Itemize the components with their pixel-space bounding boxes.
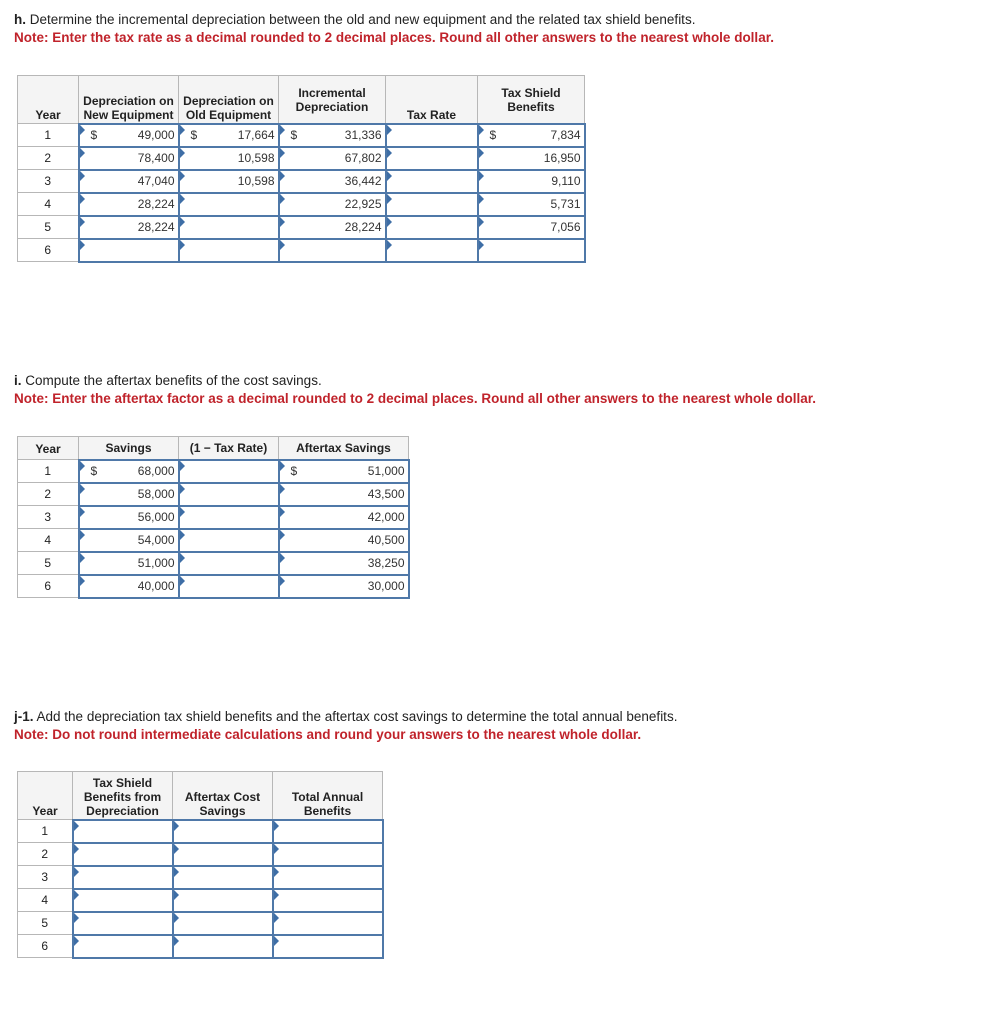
total-annual-benefits-input[interactable] [273,843,383,866]
input-marker-icon [180,553,185,563]
input-marker-icon [180,576,185,586]
table-row [18,170,585,193]
input-marker-icon [80,148,85,158]
currency-symbol: $ [190,127,198,142]
tax-shield-input-value: 7,834 [550,127,581,142]
year-cell: 1 [18,460,79,483]
input-marker-icon [80,484,85,494]
aftertax-savings-input[interactable] [279,506,409,529]
input-marker-icon [74,821,79,831]
dep-old-input[interactable] [179,170,279,193]
aftertax-cost-savings-input[interactable] [173,843,273,866]
aftertax-factor-input[interactable] [179,529,279,552]
tax-rate-input[interactable] [386,239,478,262]
input-marker-icon [479,240,484,250]
total-annual-benefits-input[interactable] [273,866,383,889]
input-marker-icon [280,484,285,494]
table-row [18,147,585,170]
tax-shield-input-value: 7,056 [550,219,581,234]
input-marker-icon [180,217,185,227]
tax-shield-dep-input[interactable] [73,935,173,958]
input-marker-icon [280,461,285,471]
input-marker-icon [180,171,185,181]
year-cell: 2 [18,483,79,506]
header-year: Year [18,76,79,124]
dep-old-input[interactable] [179,147,279,170]
aftertax-savings-input-value: 51,000 [367,463,405,478]
aftertax-savings-input[interactable] [279,529,409,552]
table-row [18,552,409,575]
aftertax-factor-input[interactable] [179,506,279,529]
input-marker-icon [80,507,85,517]
input-marker-icon [80,217,85,227]
input-marker-icon [274,890,279,900]
input-marker-icon [180,507,185,517]
table-row [18,820,383,843]
header-aftertax-savings: Aftertax Savings [279,437,409,460]
table-row [18,575,409,598]
incr-dep-input[interactable] [279,170,386,193]
section-j1-prompt [14,708,677,726]
input-marker-icon [280,171,285,181]
input-marker-icon [387,148,392,158]
tax-shield-input-value: 9,110 [551,173,581,188]
savings-input[interactable] [79,552,179,575]
year-cell: 3 [18,506,79,529]
table-row [18,506,409,529]
year-cell: 4 [18,889,73,912]
aftertax-factor-input[interactable] [179,575,279,598]
tax-shield-input[interactable] [478,193,585,216]
input-marker-icon [280,530,285,540]
input-marker-icon [80,461,85,471]
input-marker-icon [479,148,484,158]
dep-old-input[interactable] [179,239,279,262]
section-j1-instructions [14,708,677,744]
savings-input-value: 54,000 [137,532,175,547]
tax-rate-input[interactable] [386,216,478,239]
dep-old-input[interactable] [179,193,279,216]
dep-new-input-value: 47,040 [137,173,175,188]
input-marker-icon [387,125,392,135]
section-i-instructions [14,372,816,408]
section-i-prompt [14,372,816,390]
tax-shield-input[interactable] [478,216,585,239]
dep-new-input[interactable] [79,216,179,239]
year-cell: 1 [18,124,79,147]
year-cell: 2 [18,843,73,866]
table-row [18,912,383,935]
tax-shield-input-value: 5,731 [550,196,581,211]
aftertax-cost-savings-input[interactable] [173,866,273,889]
year-cell: 4 [18,529,79,552]
tax-rate-input[interactable] [386,124,478,147]
input-marker-icon [280,576,285,586]
dep-new-input[interactable] [79,147,179,170]
dep-old-input-value: 17,664 [237,127,275,142]
year-cell: 5 [18,912,73,935]
input-marker-icon [479,125,484,135]
aftertax-savings-input[interactable] [279,552,409,575]
table-row [18,193,585,216]
input-marker-icon [387,171,392,181]
input-marker-icon [280,507,285,517]
savings-input-value: 68,000 [137,463,175,478]
incr-dep-input-value: 67,802 [344,150,382,165]
table-row [18,935,383,958]
section-h-instructions [14,11,774,47]
input-marker-icon [180,484,185,494]
input-marker-icon [74,844,79,854]
aftertax-savings-input-value: 40,500 [367,532,405,547]
section-i-text: Compute the aftertax benefits of the cost savings. [25,373,322,388]
input-marker-icon [174,913,179,923]
section-j1-note: Note: Do not round intermediate calculations and round your answers to the nearest whole dollar. [14,727,642,742]
currency-symbol: $ [90,127,98,142]
table-row [18,483,409,506]
currency-symbol: $ [290,463,298,478]
input-marker-icon [80,125,85,135]
aftertax-factor-input[interactable] [179,483,279,506]
input-marker-icon [180,125,185,135]
aftertax-savings-input-value: 42,000 [367,509,405,524]
dep-old-input-value: 10,598 [237,173,275,188]
input-marker-icon [274,867,279,877]
section-i-note: Note: Enter the aftertax factor as a decimal rounded to 2 decimal places. Round all other answers to the nearest whole dollar. [14,391,816,406]
currency-symbol: $ [290,127,298,142]
input-marker-icon [80,171,85,181]
table-row [18,239,585,262]
input-marker-icon [274,913,279,923]
aftertax-savings-input[interactable] [279,483,409,506]
input-marker-icon [387,217,392,227]
table-row [18,216,585,239]
dep-new-input[interactable] [79,124,179,147]
year-cell: 2 [18,147,79,170]
input-marker-icon [174,867,179,877]
input-marker-icon [80,240,85,250]
section-i-lead: i. [14,373,22,388]
total-annual-benefits-input[interactable] [273,935,383,958]
table-row [18,529,409,552]
section-h-prompt [14,11,774,29]
total-annual-benefits-input[interactable] [273,820,383,843]
aftertax-cost-savings-input[interactable] [173,935,273,958]
incremental-depreciation-table [17,75,586,263]
input-marker-icon [274,936,279,946]
table-row [18,889,383,912]
section-j1-lead: j-1. [14,709,34,724]
incr-dep-input[interactable] [279,239,386,262]
tax-shield-input[interactable] [478,147,585,170]
input-marker-icon [80,530,85,540]
input-marker-icon [180,194,185,204]
header-savings: Savings [79,437,179,460]
year-cell: 4 [18,193,79,216]
dep-new-input[interactable] [79,170,179,193]
input-marker-icon [180,148,185,158]
input-marker-icon [274,844,279,854]
input-marker-icon [280,553,285,563]
incr-dep-input[interactable] [279,147,386,170]
header-year: Year [18,437,79,460]
year-cell: 3 [18,866,73,889]
year-cell: 5 [18,552,79,575]
tax-shield-dep-input[interactable] [73,889,173,912]
section-h-text: Determine the incremental depreciation between the old and new equipment and the related tax shield benefits. [29,12,696,27]
aftertax-savings-input-value: 30,000 [367,578,405,593]
savings-input[interactable] [79,506,179,529]
table-row [18,843,383,866]
dep-new-input-value: 78,400 [137,150,175,165]
input-marker-icon [280,148,285,158]
section-j1-text: Add the depreciation tax shield benefits and the aftertax cost savings to determine the total annual benefits. [36,709,678,724]
input-marker-icon [479,217,484,227]
aftertax-cost-savings-input[interactable] [173,820,273,843]
aftertax-savings-table [17,436,410,599]
incr-dep-input-value: 36,442 [344,173,382,188]
savings-input[interactable] [79,460,179,483]
dep-old-input[interactable] [179,124,279,147]
header-dep-new: Depreciation on New Equipment [79,76,179,124]
tax-shield-input-value: 16,950 [543,150,581,165]
incr-dep-input-value: 22,925 [344,196,382,211]
input-marker-icon [180,461,185,471]
input-marker-icon [280,194,285,204]
table-row [18,460,409,483]
dep-new-input[interactable] [79,239,179,262]
input-marker-icon [479,194,484,204]
header-tax-rate: Tax Rate [386,76,478,124]
dep-new-input-value: 28,224 [137,196,175,211]
tax-shield-input[interactable] [478,239,585,262]
input-marker-icon [174,844,179,854]
input-marker-icon [274,821,279,831]
incr-dep-input-value: 28,224 [344,219,382,234]
header-dep-old: Depreciation on Old Equipment [179,76,279,124]
input-marker-icon [280,240,285,250]
input-marker-icon [74,890,79,900]
savings-input-value: 58,000 [137,486,175,501]
year-cell: 3 [18,170,79,193]
input-marker-icon [174,936,179,946]
dep-old-input-value: 10,598 [237,150,275,165]
dep-old-input[interactable] [179,216,279,239]
input-marker-icon [74,936,79,946]
table-row [18,124,585,147]
tax-shield-dep-input[interactable] [73,820,173,843]
year-cell: 6 [18,239,79,262]
input-marker-icon [387,194,392,204]
header-tax-shield: Tax Shield Benefits [478,76,585,124]
aftertax-savings-input[interactable] [279,575,409,598]
input-marker-icon [174,821,179,831]
input-marker-icon [80,194,85,204]
input-marker-icon [180,530,185,540]
savings-input-value: 40,000 [137,578,175,593]
input-marker-icon [280,125,285,135]
tax-shield-input[interactable] [478,124,585,147]
savings-input[interactable] [79,575,179,598]
savings-input[interactable] [79,483,179,506]
dep-new-input-value: 28,224 [137,219,175,234]
savings-input-value: 56,000 [137,509,175,524]
input-marker-icon [479,171,484,181]
currency-symbol: $ [90,463,98,478]
incr-dep-input-value: 31,336 [344,127,382,142]
savings-input-value: 51,000 [137,555,175,570]
input-marker-icon [80,576,85,586]
year-cell: 6 [18,935,73,958]
incr-dep-input[interactable] [279,216,386,239]
tax-rate-input[interactable] [386,147,478,170]
table-row [18,866,383,889]
input-marker-icon [387,240,392,250]
input-marker-icon [280,217,285,227]
tax-shield-dep-input[interactable] [73,843,173,866]
header-year: Year [18,772,73,820]
aftertax-savings-input-value: 43,500 [367,486,405,501]
total-annual-benefits-input[interactable] [273,889,383,912]
year-cell: 1 [18,820,73,843]
input-marker-icon [174,890,179,900]
dep-new-input-value: 49,000 [137,127,175,142]
savings-input[interactable] [79,529,179,552]
tax-shield-input[interactable] [478,170,585,193]
input-marker-icon [80,553,85,563]
total-annual-benefits-table [17,771,384,959]
header-aftertax-factor: (1 − Tax Rate) [179,437,279,460]
input-marker-icon [74,867,79,877]
aftertax-cost-savings-input[interactable] [173,912,273,935]
aftertax-factor-input[interactable] [179,552,279,575]
incr-dep-input[interactable] [279,124,386,147]
header-tax-shield-dep: Tax Shield Benefits from Depreciation [73,772,173,820]
tax-shield-dep-input[interactable] [73,912,173,935]
tax-rate-input[interactable] [386,170,478,193]
tax-rate-input[interactable] [386,193,478,216]
incr-dep-input[interactable] [279,193,386,216]
section-h-lead: h. [14,12,26,27]
aftertax-savings-input-value: 38,250 [367,555,405,570]
header-incr-dep: Incremental Depreciation [279,76,386,124]
year-cell: 6 [18,575,79,598]
section-h-note: Note: Enter the tax rate as a decimal rounded to 2 decimal places. Round all other answers to the nearest whole dollar. [14,30,774,45]
tax-shield-dep-input[interactable] [73,866,173,889]
input-marker-icon [180,240,185,250]
dep-new-input[interactable] [79,193,179,216]
aftertax-cost-savings-input[interactable] [173,889,273,912]
input-marker-icon [74,913,79,923]
header-total-annual-benefits: Total Annual Benefits [273,772,383,820]
total-annual-benefits-input[interactable] [273,912,383,935]
currency-symbol: $ [489,127,497,142]
header-aftertax-cost-savings: Aftertax Cost Savings [173,772,273,820]
year-cell: 5 [18,216,79,239]
aftertax-savings-input[interactable] [279,460,409,483]
aftertax-factor-input[interactable] [179,460,279,483]
